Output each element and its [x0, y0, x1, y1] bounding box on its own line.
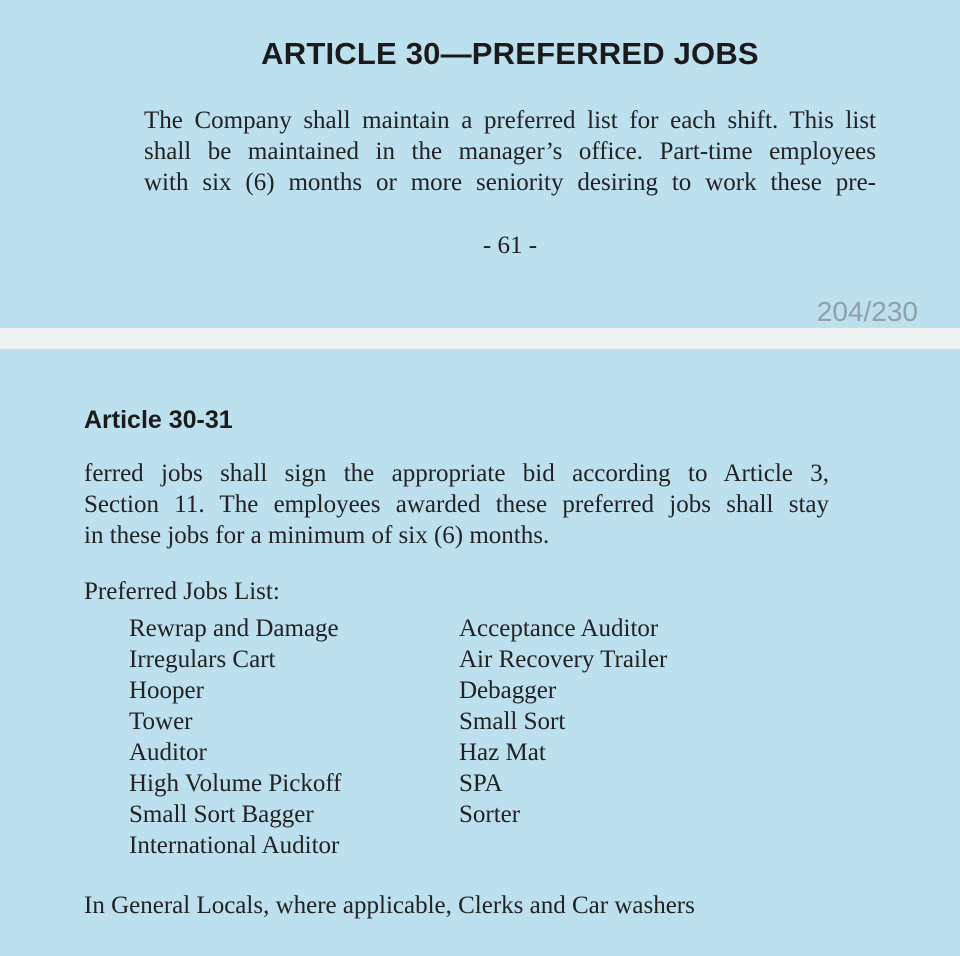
page-top: [0, 0, 960, 328]
list-item: Sorter: [459, 801, 521, 828]
paragraph-line: shall be maintained in the manager’s office. Part-time employees: [144, 138, 876, 165]
list-item: Auditor: [129, 739, 207, 766]
article-title: ARTICLE 30—PREFERRED JOBS: [261, 36, 759, 71]
list-item: Small Sort Bagger: [129, 801, 314, 828]
article-paragraph-bottom: [84, 458, 829, 551]
jobs-list-label: Preferred Jobs List:: [84, 578, 280, 605]
list-item: Debagger: [459, 677, 557, 704]
paragraph-line: with six (6) months or more seniority desiring to work these pre-: [144, 169, 876, 196]
page-number: - 61 -: [482, 232, 538, 259]
list-item: Tower: [129, 708, 193, 735]
paragraph-line: in these jobs for a minimum of six (6) months.: [84, 522, 550, 549]
list-item: SPA: [459, 770, 503, 797]
list-item: Hooper: [129, 677, 204, 704]
jobs-list-left-column: [129, 613, 342, 861]
article-paragraph-top: [144, 105, 876, 198]
list-item: Small Sort: [459, 708, 566, 735]
list-item: Irregulars Cart: [129, 646, 276, 673]
jobs-list-right-column: [459, 613, 667, 830]
list-item: International Auditor: [129, 832, 340, 859]
paragraph-line: Section 11. The employees awarded these preferred jobs shall stay: [84, 491, 829, 518]
list-item: Rewrap and Damage: [129, 615, 339, 642]
closing-line: In General Locals, where applicable, Clerks and Car washers: [84, 892, 695, 919]
paragraph-line: ferred jobs shall sign the appropriate bid according to Article 3,: [84, 460, 829, 487]
list-item: Acceptance Auditor: [459, 615, 659, 642]
list-item: Haz Mat: [459, 739, 546, 766]
page-divider: [0, 328, 960, 349]
running-head: Article 30-31: [84, 406, 233, 434]
page-counter: 204/230: [816, 296, 918, 327]
list-item: Air Recovery Trailer: [459, 646, 668, 673]
list-item: High Volume Pickoff: [129, 770, 342, 797]
paragraph-line: The Company shall maintain a preferred list for each shift. This list: [144, 107, 876, 134]
